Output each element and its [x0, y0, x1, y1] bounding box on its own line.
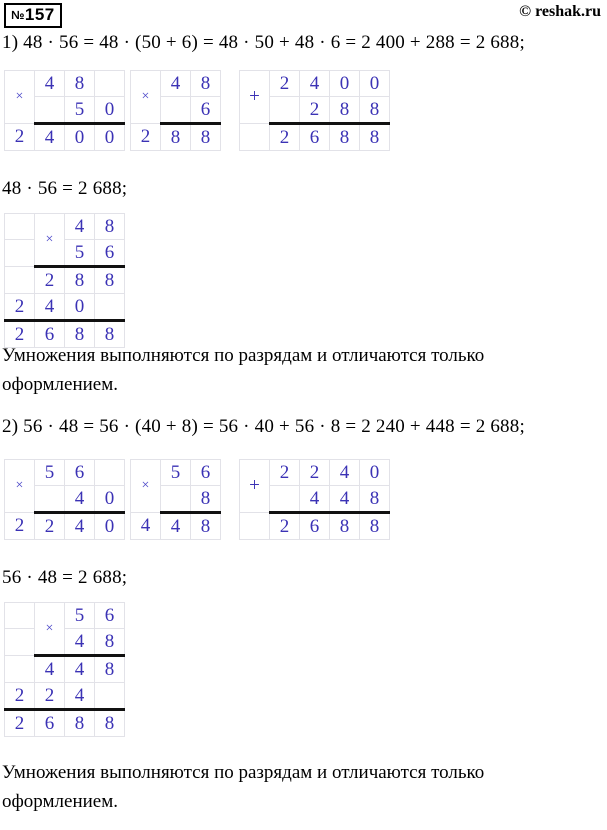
- digit-cell: 4: [35, 124, 65, 151]
- empty-cell: [240, 513, 270, 540]
- digit-cell: 2: [270, 460, 300, 486]
- digit-cell: 8: [191, 124, 221, 151]
- digit-cell: 0: [95, 513, 125, 540]
- calc-row: [131, 124, 221, 151]
- digit-cell: 4: [131, 513, 161, 540]
- digit-cell: 0: [65, 294, 95, 321]
- digit-cell: 5: [65, 97, 95, 124]
- exercise-number: 157: [24, 5, 55, 24]
- digit-cell: 8: [161, 124, 191, 151]
- part1-partial-sum-table: [239, 70, 390, 151]
- digit-cell: 2: [5, 513, 35, 540]
- part2-partial-product-ones-table: [130, 459, 221, 540]
- digit-cell: 2: [5, 683, 35, 710]
- digit-cell: 8: [360, 97, 390, 124]
- empty-cell: [270, 486, 300, 513]
- digit-cell: 4: [35, 656, 65, 683]
- expansion-line-2: 2) 56 · 48 = 56 · (40 + 8) = 56 · 40 + 56 · 8 = 2 240 + 448 = 2 688;: [2, 416, 525, 437]
- calc-row: [131, 513, 221, 540]
- digit-cell: 8: [95, 656, 125, 683]
- empty-cell: [35, 486, 65, 513]
- digit-cell: 0: [95, 486, 125, 513]
- plus-operator-cell: +: [240, 71, 270, 124]
- calc-row: [5, 214, 125, 240]
- empty-cell: [95, 71, 125, 97]
- empty-cell: [35, 97, 65, 124]
- digit-cell: 8: [191, 513, 221, 540]
- part1-long-multiplication-table: [4, 213, 125, 348]
- digit-cell: 0: [65, 124, 95, 151]
- result-line-2: 56 · 48 = 2 688;: [2, 567, 128, 588]
- empty-cell: [95, 460, 125, 486]
- digit-cell: 0: [330, 71, 360, 97]
- exercise-number-badge: [4, 3, 62, 28]
- digit-cell: 4: [300, 71, 330, 97]
- empty-cell: [5, 214, 35, 240]
- digit-cell: 6: [95, 603, 125, 629]
- digit-cell: 4: [65, 486, 95, 513]
- calc-row: [5, 71, 125, 97]
- digit-cell: 4: [35, 294, 65, 321]
- digit-cell: 8: [330, 513, 360, 540]
- empty-cell: [5, 240, 35, 267]
- empty-cell: [95, 683, 125, 710]
- site-credit: © reshak.ru: [519, 3, 601, 20]
- times-operator-cell: ×: [5, 71, 35, 124]
- digit-cell: 0: [360, 71, 390, 97]
- digit-cell: 2: [270, 71, 300, 97]
- digit-cell: 4: [161, 513, 191, 540]
- note-line-1b: оформлением.: [2, 374, 119, 395]
- digit-cell: 2: [300, 460, 330, 486]
- digit-cell: 2: [5, 124, 35, 151]
- calc-row: [5, 683, 125, 710]
- calc-row: [5, 629, 125, 656]
- calc-row: [5, 321, 125, 348]
- digit-cell: 8: [360, 124, 390, 151]
- calc-row: [240, 124, 390, 151]
- calc-row: [5, 294, 125, 321]
- calc-row: [5, 710, 125, 737]
- digit-cell: 2: [5, 294, 35, 321]
- digit-cell: 0: [95, 97, 125, 124]
- digit-cell: 8: [65, 710, 95, 737]
- digit-cell: 4: [161, 71, 191, 97]
- digit-cell: 8: [95, 629, 125, 656]
- empty-cell: [5, 603, 35, 629]
- digit-cell: 4: [65, 629, 95, 656]
- digit-cell: 5: [35, 460, 65, 486]
- digit-cell: 6: [300, 513, 330, 540]
- digit-cell: 0: [360, 460, 390, 486]
- empty-cell: [5, 629, 35, 656]
- digit-cell: 6: [35, 321, 65, 348]
- digit-cell: 2: [35, 513, 65, 540]
- times-operator-cell: ×: [35, 603, 65, 656]
- calc-row: [240, 513, 390, 540]
- digit-cell: 2: [35, 267, 65, 294]
- calc-row: [240, 460, 390, 486]
- digit-cell: 4: [35, 71, 65, 97]
- result-line-1: 48 · 56 = 2 688;: [2, 178, 128, 199]
- digit-cell: 2: [300, 97, 330, 124]
- digit-cell: 8: [65, 71, 95, 97]
- digit-cell: 4: [65, 683, 95, 710]
- digit-cell: 6: [65, 460, 95, 486]
- calc-row: [5, 656, 125, 683]
- digit-cell: 8: [95, 267, 125, 294]
- times-operator-cell: ×: [35, 214, 65, 267]
- digit-cell: 2: [270, 513, 300, 540]
- empty-cell: [161, 486, 191, 513]
- digit-cell: 6: [95, 240, 125, 267]
- digit-cell: 8: [360, 486, 390, 513]
- part1-partial-product-tens-table: [4, 70, 125, 151]
- plus-operator-cell: +: [240, 460, 270, 513]
- calc-row: [5, 240, 125, 267]
- times-operator-cell: ×: [131, 460, 161, 513]
- digit-cell: 4: [330, 486, 360, 513]
- digit-cell: 4: [65, 513, 95, 540]
- calc-row: [131, 460, 221, 486]
- digit-cell: 8: [191, 71, 221, 97]
- digit-cell: 5: [161, 460, 191, 486]
- digit-cell: 6: [191, 97, 221, 124]
- empty-cell: [161, 97, 191, 124]
- empty-cell: [5, 656, 35, 683]
- calc-row: [5, 513, 125, 540]
- part1-partial-product-ones-table: [130, 70, 221, 151]
- digit-cell: 5: [65, 603, 95, 629]
- digit-cell: 6: [35, 710, 65, 737]
- digit-cell: 4: [330, 460, 360, 486]
- digit-cell: 8: [95, 321, 125, 348]
- digit-cell: 8: [65, 321, 95, 348]
- digit-cell: 6: [191, 460, 221, 486]
- digit-cell: 8: [330, 124, 360, 151]
- digit-cell: 2: [5, 321, 35, 348]
- digit-cell: 4: [300, 486, 330, 513]
- calc-row: [131, 71, 221, 97]
- calc-row: [5, 460, 125, 486]
- note-line-2a: Умножения выполняются по разрядам и отличаются только: [2, 762, 485, 783]
- digit-cell: 8: [330, 97, 360, 124]
- calc-row: [5, 603, 125, 629]
- calc-row: [240, 71, 390, 97]
- digit-cell: 4: [65, 214, 95, 240]
- expansion-line-1: 1) 48 · 56 = 48 · (50 + 6) = 48 · 50 + 48 · 6 = 2 400 + 288 = 2 688;: [2, 32, 525, 53]
- part2-partial-product-tens-table: [4, 459, 125, 540]
- empty-cell: [240, 124, 270, 151]
- calc-row: [5, 267, 125, 294]
- times-operator-cell: ×: [131, 71, 161, 124]
- digit-cell: 4: [65, 656, 95, 683]
- empty-cell: [95, 294, 125, 321]
- digit-cell: 8: [191, 486, 221, 513]
- empty-cell: [270, 97, 300, 124]
- number-sign: №: [11, 8, 25, 22]
- digit-cell: 8: [360, 513, 390, 540]
- digit-cell: 0: [95, 124, 125, 151]
- empty-cell: [5, 267, 35, 294]
- part2-partial-sum-table: [239, 459, 390, 540]
- digit-cell: 8: [95, 214, 125, 240]
- digit-cell: 2: [35, 683, 65, 710]
- digit-cell: 5: [65, 240, 95, 267]
- calc-row: [5, 124, 125, 151]
- digit-cell: 8: [65, 267, 95, 294]
- times-operator-cell: ×: [5, 460, 35, 513]
- note-line-1a: Умножения выполняются по разрядам и отличаются только: [2, 345, 485, 366]
- digit-cell: 8: [95, 710, 125, 737]
- digit-cell: 2: [131, 124, 161, 151]
- digit-cell: 2: [270, 124, 300, 151]
- digit-cell: 6: [300, 124, 330, 151]
- digit-cell: 2: [5, 710, 35, 737]
- part2-long-multiplication-table: [4, 602, 125, 737]
- note-line-2b: оформлением.: [2, 791, 119, 812]
